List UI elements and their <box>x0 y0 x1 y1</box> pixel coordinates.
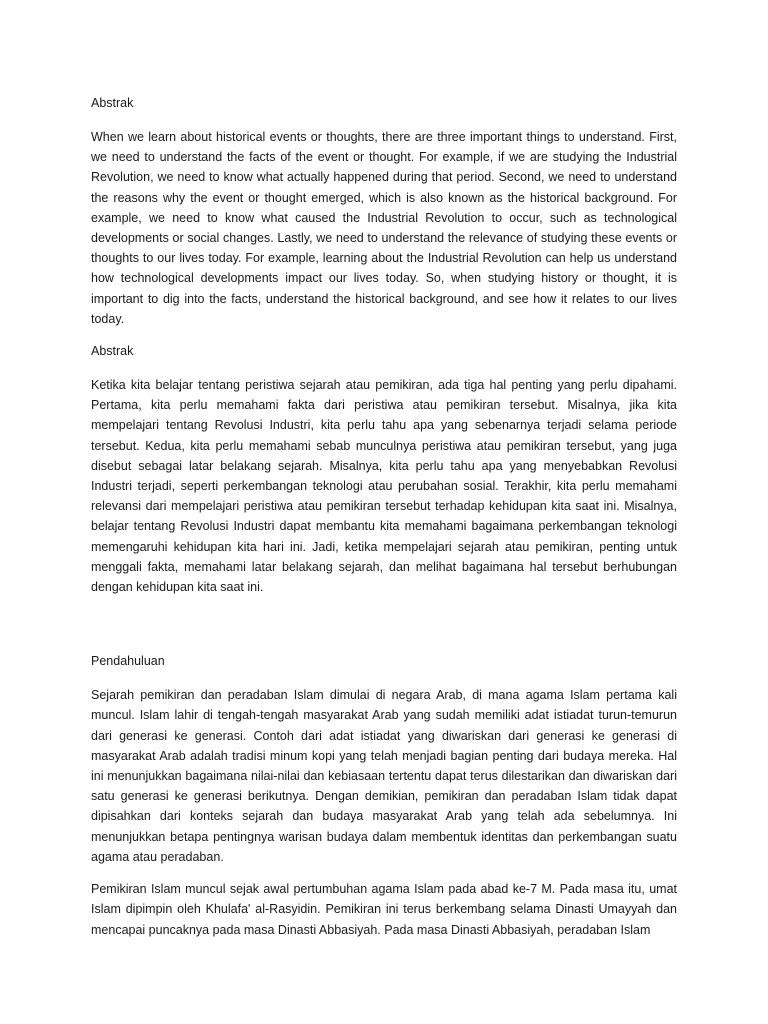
introduction-paragraph-2: Pemikiran Islam muncul sejak awal pertumbuhan agama Islam pada abad ke-7 M. Pada masa itu, umat Islam dipimpin oleh Khulafa' al-Rasyidin. Pemikiran ini terus berkembang selama Dinasti Umayyah dan mencapai puncaknya pada masa Dinasti Abbasiyah. Pada masa Dinasti Abbasiyah, peradaban Islam <box>91 882 677 937</box>
abstract-id-paragraph: Ketika kita belajar tentang peristiwa sejarah atau pemikiran, ada tiga hal penting yang perlu dipahami. Pertama, kita perlu memahami fakta dari peristiwa atau pemikiran tersebut. Misalnya, jika kita mempelajari tentang Revolusi Industri, kita perlu tahu apa yang sebenarnya terjadi selama periode tersebut. Kedua, kita perlu memahami sebab munculnya peristiwa atau pemikiran tersebut, yang juga disebut sebagai latar belakang sejarah. Misalnya, kita perlu tahu apa yang menyebabkan Revolusi Industri terjadi, seperti perkembangan teknologi atau perubahan sosial. Terakhir, kita perlu memahami relevansi dari mempelajari peristiwa atau pemikiran tersebut terhadap kehidupan kita saat ini. Misalnya, belajar tentang Revolusi Industri dapat membantu kita memahami bagaimana perkembangan teknologi memengaruhi kehidupan kita hari ini. Jadi, ketika mempelajari sejarah atau pemikiran, penting untuk menggali fakta, memahami latar belakang sejarah, dan melihat bagaimana hal tersebut berhubungan dengan kehidupan kita saat ini. <box>91 378 677 595</box>
section-heading-abstract-id: Abstrak <box>91 344 134 359</box>
abstract-en-paragraph: When we learn about historical events or thoughts, there are three important things to understand. First, we need to understand the facts of the event or thought. For example, if we are studying the Industrial Revolution, we need to know what actually happened during that period. Second, we need to understand the reasons why the event or thought emerged, which is also known as the historical background. For example, we need to know what caused the Industrial Revolution to occur, such as technological developments or social changes. Lastly, we need to understand the relevance of studying these events or thoughts to our lives today. For example, learning about the Industrial Revolution can help us understand how technological developments impact our lives today. So, when studying history or thought, it is important to dig into the facts, understand the historical background, and see how it relates to our lives today. <box>91 130 677 326</box>
section-heading-introduction: Pendahuluan <box>91 654 165 669</box>
document-page <box>91 93 677 952</box>
section-spacer <box>91 609 677 651</box>
introduction-paragraph-1: Sejarah pemikiran dan peradaban Islam dimulai di negara Arab, di mana agama Islam pertama kali muncul. Islam lahir di tengah-tengah masyarakat Arab yang sudah memiliki adat istiadat turun-temurun dari generasi ke generasi. Contoh dari adat istiadat yang diwariskan dari generasi ke generasi di masyarakat Arab adalah tradisi minum kopi yang telah menjadi bagian penting dari budaya mereka. Hal ini menunjukkan bagaimana nilai-nilai dan kebiasaan tertentu dapat terus dilestarikan dan diwariskan dari satu generasi ke generasi berikutnya. Dengan demikian, pemikiran dan peradaban Islam tidak dapat dipisahkan dari konteks sejarah dan budaya masyarakat Arab yang telah ada sebelumnya. Ini menunjukkan betapa pentingnya warisan budaya dalam membentuk identitas dan perkembangan suatu agama atau peradaban. <box>91 688 677 864</box>
section-heading-abstract-en: Abstrak <box>91 96 134 110</box>
